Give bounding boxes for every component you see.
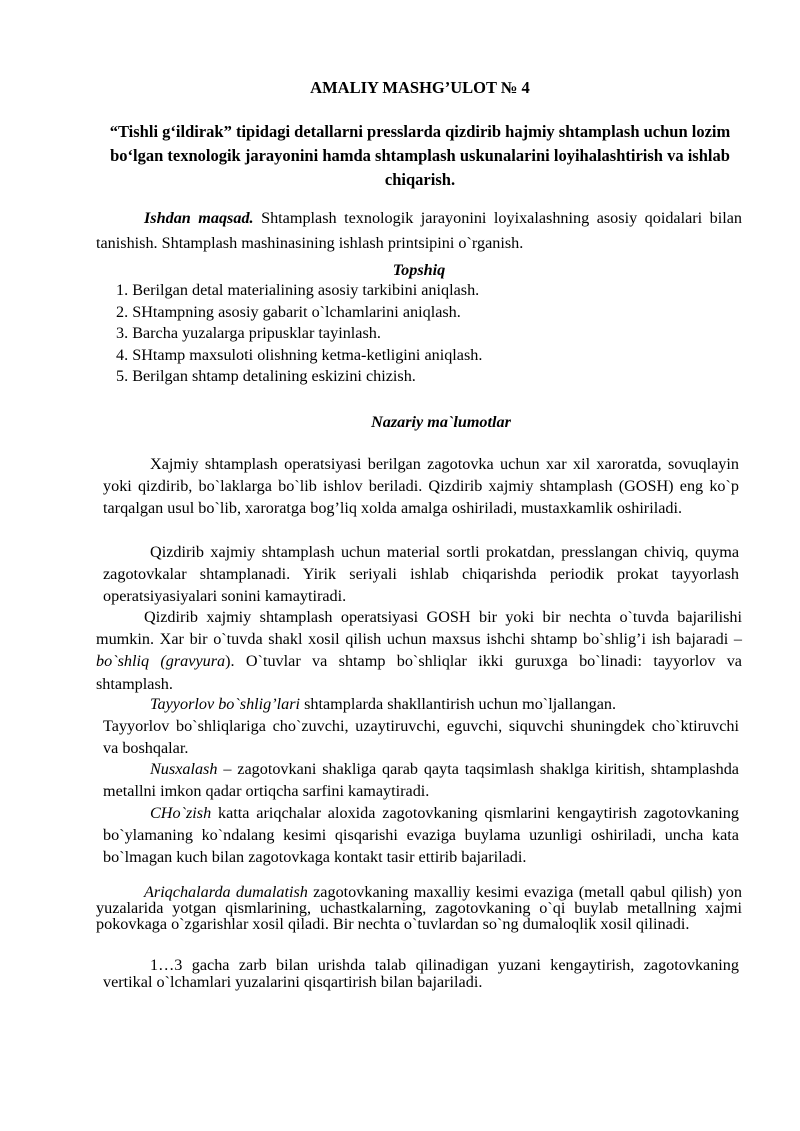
p4-text-a: shtamplarda shakllantirish uchun mo`ljallangan.: [300, 695, 617, 713]
p3-term: bo`shliq (gravyura: [96, 652, 226, 671]
task-heading: Topshiq: [392, 261, 446, 279]
theory-paragraph-6: [103, 802, 739, 869]
theory-paragraph-4: [103, 693, 739, 760]
task-item: 3. Barcha yuzalarga pripusklar tayinlash.: [116, 324, 381, 342]
theory-paragraph-8: 1…3 gacha zarb bilan urishda talab qilinadigan yuzani kengaytirish, zagotovkaning vertikal o`lchamlari yuzalarini qisqartirish bilan bajariladi.: [103, 956, 739, 991]
p7-term: Ariqchalarda dumalatish: [144, 883, 308, 901]
task-item: 2. SHtampning asosiy gabarit o`lchamlarini aniqlash.: [116, 302, 461, 321]
goal-paragraph: [96, 206, 742, 256]
theory-paragraph-3: [96, 606, 742, 695]
p5-text: – zagotovkani shakliga qarab qayta taqsimlash shaklga kiritish, shtamplashda metallni imkon qadar ortiqcha sarfini kamaytiradi.: [103, 760, 739, 801]
p7-text: zagotovkaning maxalliy kesimi evaziga (metall qabul qilish) yon yuzalarida yotgan qismlarining, uchastkalarning, zagotovkaning o`qi buylab metallning xajmi pokovkaga o`zgarishlar xosil qiladi. Bir nechta o`tuvlardan so`ng dumaloqlik xosil qilinadi.: [96, 883, 742, 933]
p4-text-b: Tayyorlov bo`shliqlariga cho`zuvchi, uzaytiruvchi, eguvchi, siquvchi shuningdek cho`ktiruvchi va boshqalar.: [103, 717, 739, 758]
theory-paragraph-1: Xajmiy shtamplash operatsiyasi berilgan zagotovka uchun xar xil xaroratda, sovuqlayin yoki qizdirib, bo`laklarga bo`lib ishlov beriladi. Qizdirib xajmiy shtamplash (GOSH) eng ko`p tarqalgan usul bo`lib, xaroratga bog’liq xolda amalga oshiriladi, mustaxkamlik oshiriladi.: [103, 455, 739, 518]
task-list: [116, 280, 742, 388]
task-item: 5. Berilgan shtamp detalining eskizini chizish.: [116, 367, 416, 385]
task-item: 4. SHtamp maxsuloti olishning ketma-ketligini aniqlash.: [116, 345, 483, 364]
theory-paragraph-5: [103, 758, 739, 802]
p4-term: Tayyorlov bo`shlig’lari: [150, 695, 301, 713]
p3-text-b: ). O`tuvlar va shtamp bo`shliqlar ikki guruxga bo`linadi: tayyorlov va shtamplash.: [96, 652, 742, 693]
p5-term: Nusxalash: [150, 760, 218, 778]
theory-paragraph-7: [96, 884, 742, 932]
page-title: AMALIY MASHG’ULOT № 4: [310, 78, 530, 97]
p6-text: katta ariqchalar aloxida zagotovkaning qismlarini kengaytirish zagotovkaning bo`ylamaning ko`ndalang kesimi qisqarishi evaziga buylama uzunligi oshiriladi, uncha kata bo`lmagan kuch bilan zagotovkaga kontakt tasir ettirib bajariladi.: [103, 804, 739, 867]
theory-paragraph-2: Qizdirib xajmiy shtamplash uchun material sortli prokatdan, presslangan chiviq, quyma zagotovkalar shtamplanadi. Yirik seriyali ishlab chiqarishda periodik prokat tayyorlash operatsiyasiyalari sonini kamaytiradi.: [103, 543, 739, 606]
theory-heading: Nazariy ma`lumotlar: [371, 413, 511, 431]
document-subtitle: “Tishli g‘ildirak” tipidagi detallarni presslarda qizdirib hajmiy shtamplash uchun lozim bo‘lgan texnologik jarayonini hamda shtamplash uskunalarini loyihalashtirish va ishlab chiqarish.: [109, 122, 731, 189]
task-item: 1. Berilgan detal materialining asosiy tarkibini aniqlash.: [116, 281, 480, 299]
goal-text: Shtamplash texnologik jarayonini loyixalashning asosiy qoidalari bilan tanishish. Shtamplash mashinasining ishlash printsipini o`rganish.: [96, 209, 743, 252]
p6-term: CHo`zish: [150, 804, 212, 822]
goal-label: Ishdan maqsad.: [144, 209, 254, 227]
p3-text-a: Qizdirib xajmiy shtamplash operatsiyasi GOSH bir yoki bir nechta o`tuvda bajarilishi mumkin. Xar bir o`tuvda shakl xosil qilish uchun maxsus ishchi shtamp bo`shlig’i ish bajaradi –: [96, 608, 742, 649]
